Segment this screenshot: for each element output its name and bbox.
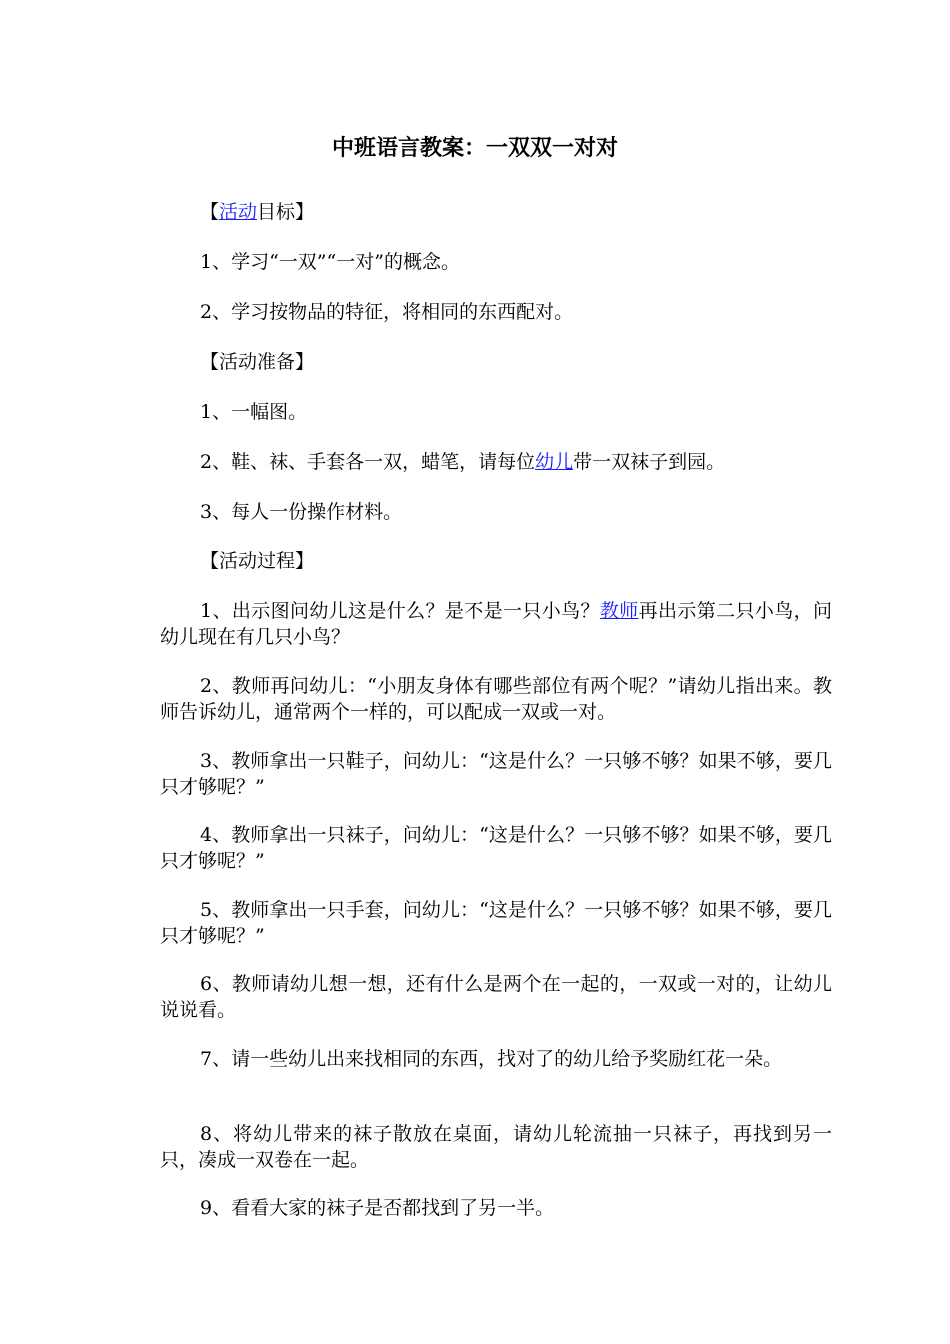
process-step: 4、教师拿出一只袜子，问幼儿：“这是什么？一只够不够？如果不够，要几只才够呢？”	[160, 824, 832, 872]
process-step: 9、看看大家的袜子是否都找到了另一半。	[200, 1197, 555, 1219]
bracket-open: 【	[200, 201, 220, 223]
process-step	[160, 598, 832, 650]
process-step: 7、请一些幼儿出来找相同的东西，找对了的幼儿给予奖励红花一朵。	[200, 1048, 783, 1070]
process-heading: 【活动过程】	[200, 550, 315, 572]
teacher-link[interactable]: 教师	[599, 600, 639, 622]
prep-heading: 【活动准备】	[200, 351, 315, 373]
process-step: 8、将幼儿带来的袜子散放在桌面，请幼儿轮流抽一只袜子，再找到另一只，凑成一双卷在一起。	[160, 1123, 832, 1171]
goal-item: 2、学习按物品的特征，将相同的东西配对。	[200, 301, 574, 323]
prep-item: 1、一幅图。	[200, 401, 308, 423]
activity-link[interactable]: 活动	[219, 201, 258, 223]
goal-heading	[200, 199, 314, 225]
process-step: 3、教师拿出一只鞋子，问幼儿：“这是什么？一只够不够？如果不够，要几只才够呢？”	[160, 750, 832, 798]
prep-text: 2、鞋、袜、手套各一双，蜡笔，请每位	[200, 451, 536, 473]
process-step: 6、教师请幼儿想一想，还有什么是两个在一起的，一双或一对的，让幼儿说说看。	[160, 973, 832, 1021]
prep-item	[200, 449, 725, 475]
goal-item: 1、学习“一双”“一对”的概念。	[200, 251, 460, 273]
prep-item: 3、每人一份操作材料。	[200, 501, 403, 523]
step-text: 再出示第二只小鸟，问幼儿现在有几只小鸟？	[160, 600, 832, 648]
page-title: 中班语言教案：一双双一对对	[331, 136, 618, 161]
child-link[interactable]: 幼儿	[535, 451, 574, 473]
heading-suffix: 目标】	[257, 201, 315, 223]
process-step: 5、教师拿出一只手套，问幼儿：“这是什么？一只够不够？如果不够，要几只才够呢？”	[160, 899, 832, 947]
prep-text: 带一双袜子到园。	[573, 451, 726, 473]
step-text: 1、出示图问幼儿这是什么？是不是一只小鸟？	[200, 600, 600, 622]
process-step: 2、教师再问幼儿：“小朋友身体有哪些部位有两个呢？”请幼儿指出来。教师告诉幼儿，通常两个一样的，可以配成一双或一对。	[160, 675, 832, 723]
